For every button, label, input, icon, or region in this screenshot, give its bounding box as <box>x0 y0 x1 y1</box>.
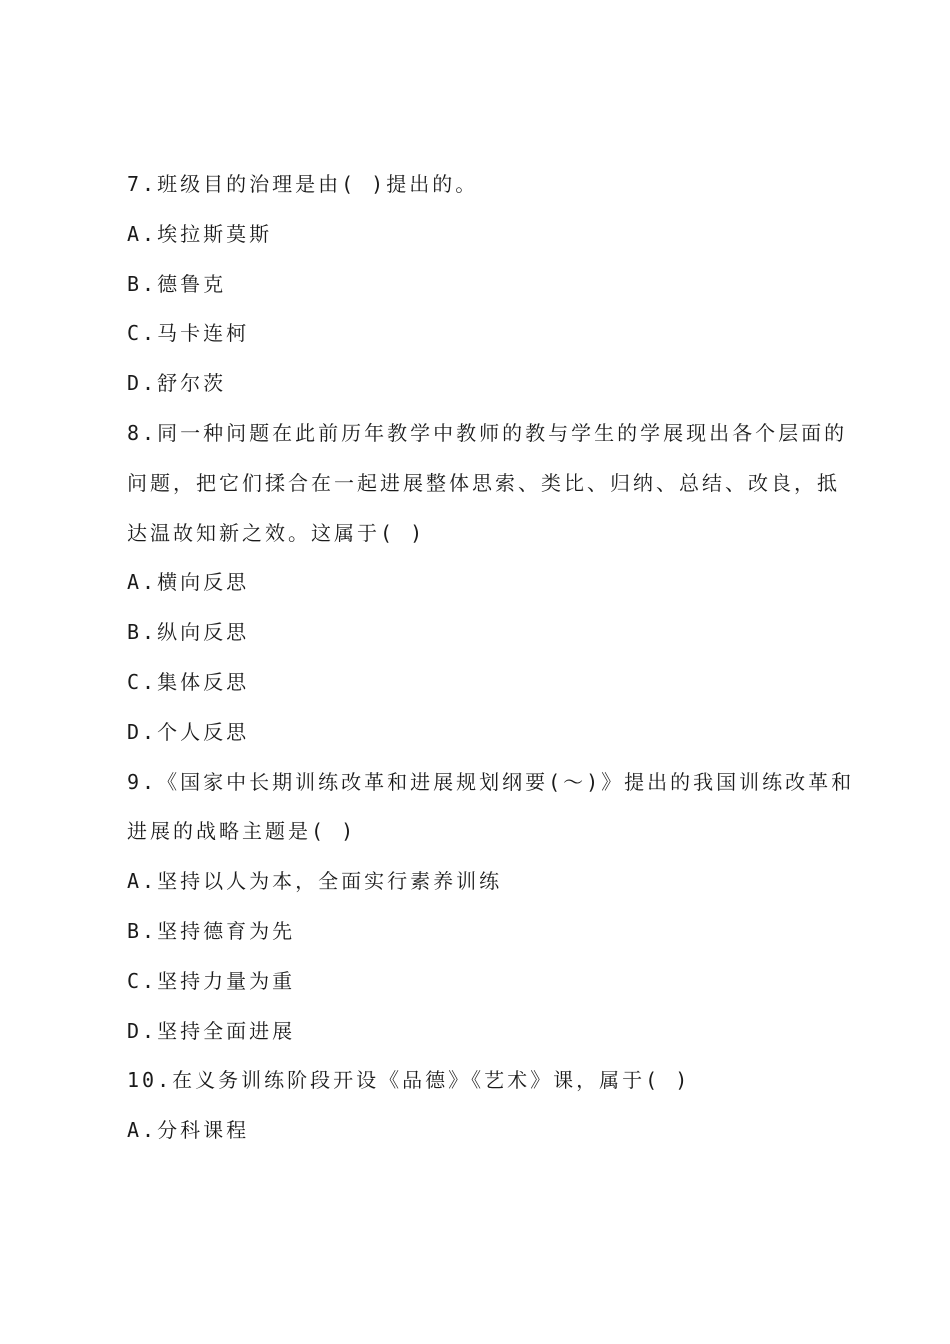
option-d: D.个人反思 <box>127 719 250 744</box>
question-stem: 7.班级目的治理是由( )提出的。 <box>127 172 479 196</box>
option-d: D.舒尔茨 <box>127 371 227 396</box>
question-7 <box>127 160 847 409</box>
question-stem: 问题，把它们揉合在一起进展整体思索、类比、归纳、总结、改良，抵 <box>127 470 840 495</box>
option-c: C.马卡连柯 <box>127 321 250 346</box>
question-10 <box>127 1056 847 1156</box>
option-c: C.坚持力量为重 <box>127 968 296 993</box>
question-stem: 8.同一种问题在此前历年教学中教师的教与学生的学展现出各个层面的 <box>127 420 848 445</box>
question-stem: 达温故知新之效。这属于( ) <box>127 520 426 545</box>
option-b: B.坚持德育为先 <box>127 918 296 943</box>
option-d: D.坚持全面进展 <box>127 1018 296 1043</box>
option-c: C.集体反思 <box>127 669 250 694</box>
question-stem: 10.在义务训练阶段开设《品德》《艺术》课，属于( ) <box>127 1068 691 1093</box>
question-stem: 进展的战略主题是( ) <box>127 819 357 844</box>
option-b: B.德鲁克 <box>127 271 227 296</box>
question-stem: 9.《国家中长期训练改革和进展规划纲要(～)》提出的我国训练改革和 <box>127 769 855 794</box>
question-8 <box>127 409 847 758</box>
question-9 <box>127 758 855 1057</box>
option-a: A.坚持以人为本，全面实行素养训练 <box>127 869 503 894</box>
option-b: B.纵向反思 <box>127 620 250 645</box>
option-a: A.分科课程 <box>127 1118 250 1143</box>
option-a: A.埃拉斯莫斯 <box>127 221 273 246</box>
document-page <box>127 160 855 1156</box>
option-a: A.横向反思 <box>127 570 250 595</box>
